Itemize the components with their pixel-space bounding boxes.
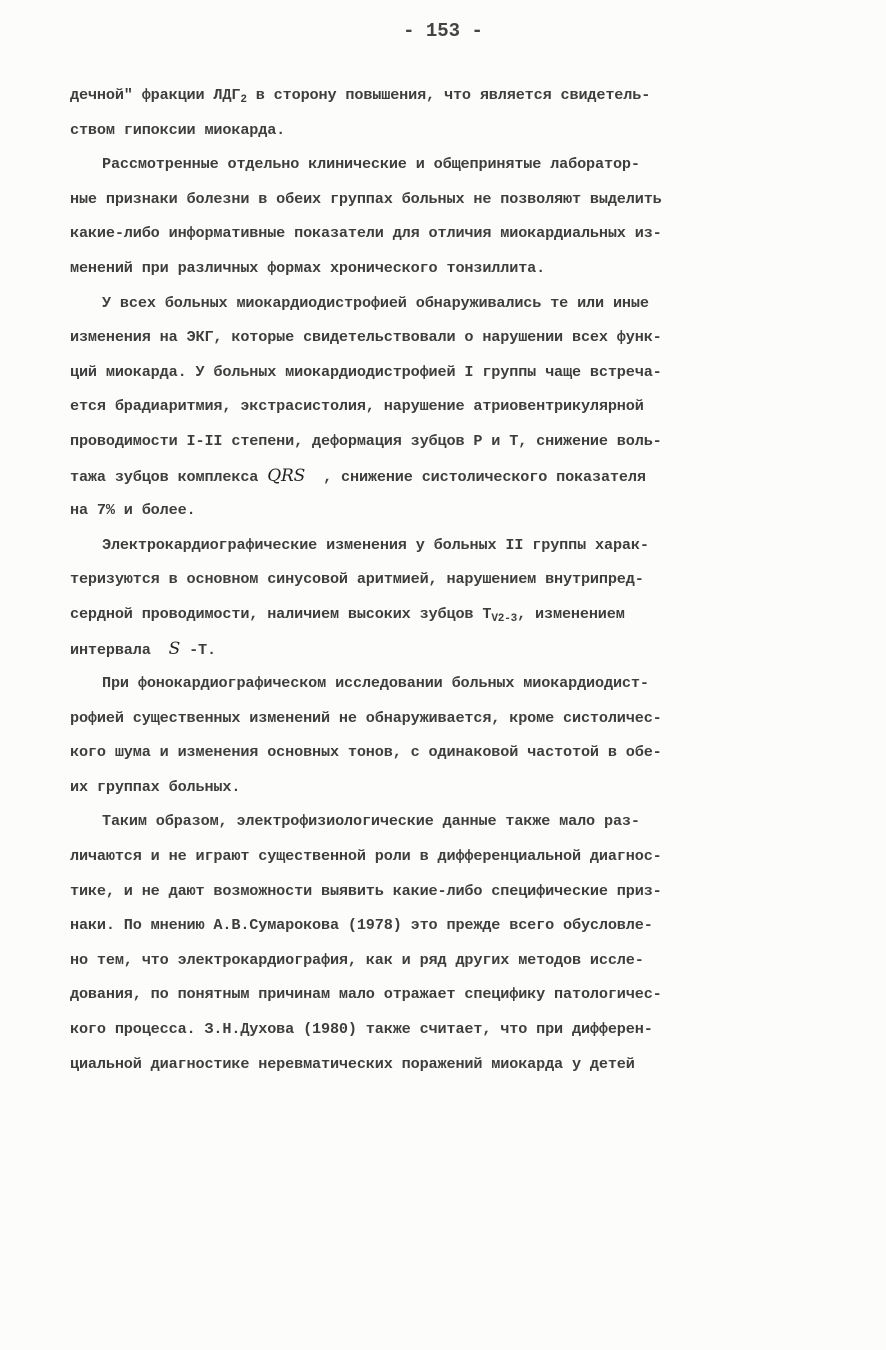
text-line: на 7% и более. xyxy=(70,501,196,520)
text-line: рофией существенных изменений не обнаруживается, кроме систоличес- xyxy=(70,708,662,727)
text-line: Электрокардиографические изменения у больных II группы харак- xyxy=(102,535,649,554)
text-line: кого шума и изменения основных тонов, с одинаковой частотой в обе- xyxy=(70,743,662,762)
handwritten-insert: QRS xyxy=(267,465,306,486)
body-text xyxy=(70,78,850,1081)
text-line: изменения на ЭКГ, которые свидетельствовали о нарушении всех функ- xyxy=(70,328,662,347)
text-line: Рассмотренные отдельно клинические и общепринятые лаборатор- xyxy=(102,155,640,174)
text-line: менений при различных формах хронического тонзиллита. xyxy=(70,258,546,277)
text-line: теризуются в основном синусовой аритмией, нарушением внутрипред- xyxy=(70,570,644,589)
text-line: интервала S -T. xyxy=(70,638,216,659)
text-line: ций миокарда. У больных миокардиодистрофией I группы чаще встреча- xyxy=(70,362,662,381)
text-line: дечной" фракции $ЛДГ_2$ в сторону повышения, что является свидетель- xyxy=(70,86,651,106)
text-line: ством гипоксии миокарда. xyxy=(70,120,286,139)
text-line: циальной диагностике неревматических поражений миокарда у детей xyxy=(70,1054,635,1073)
text-line: При фонокардиографическом исследовании больных миокардиодист- xyxy=(102,674,649,693)
text-line: тике, и не дают возможности выявить какие-либо специфические приз- xyxy=(70,881,662,900)
text-line: но тем, что электрокардиография, как и ряд других методов иссле- xyxy=(70,950,644,969)
text-line: какие-либо информативные показатели для отличия миокардиальных из- xyxy=(70,224,662,243)
text-line: сердной проводимости, наличием высоких зубцов $T_{V2-3}$, изменением xyxy=(70,604,625,625)
text-line: наки. По мнению А.В.Сумарокова (1978) это прежде всего обусловле- xyxy=(70,916,653,935)
text-line: дования, по понятным причинам мало отражает специфику патологичес- xyxy=(70,985,662,1004)
text-line: ется брадиаритмия, экстрасистолия, нарушение атриовентрикулярной xyxy=(70,397,644,416)
text-line: проводимости I-II степени, деформация зубцов P и T, снижение воль- xyxy=(70,431,662,450)
text-line: ные признаки болезни в обеих группах больных не позволяют выделить xyxy=(70,189,662,208)
text-line: кого процесса. З.Н.Духова (1980) также считает, что при дифферен- xyxy=(70,1020,653,1039)
page-number: - 153 - xyxy=(403,20,483,42)
text-line: личаются и не играют существенной роли в дифференциальной диагнос- xyxy=(70,847,662,866)
text-line: их группах больных. xyxy=(70,777,241,796)
handwritten-insert: S xyxy=(168,638,181,659)
text-line: У всех больных миокардиодистрофией обнаруживались те или иные xyxy=(102,293,649,312)
text-line: тажа зубцов комплекса QRS , снижение систолического показателя xyxy=(70,465,646,486)
text-line: Таким образом, электрофизиологические данные также мало раз- xyxy=(102,812,640,831)
